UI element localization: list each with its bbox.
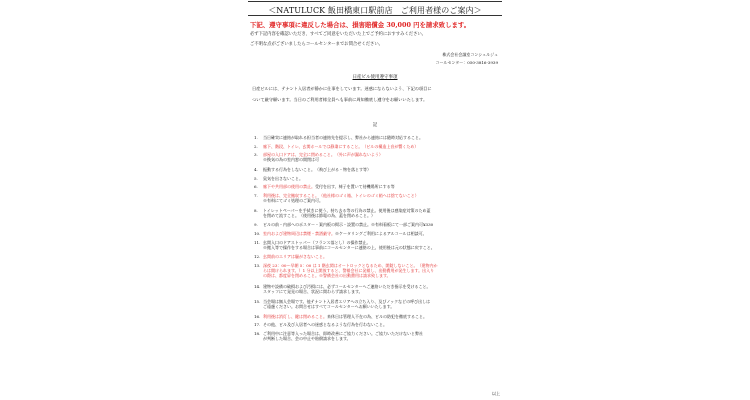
lead-line-2: ついて厳守願います。当日のご利用者様全員へも事前に周知徹底し遵守をお願いいたします。 [252, 97, 428, 102]
rules-heading: 日産ビル使用遵守事項 [352, 75, 398, 80]
rule-text: 玄関前のエリアは騒がさないこと。 [263, 254, 327, 260]
rule-item-13 [254, 263, 437, 278]
rule-text: 廊下、階段、トイレ、玄関ホールでは静粛にすること。（ビルの構造上音が響くため） [263, 143, 419, 149]
rule-item-8 [254, 208, 431, 218]
rule-number: 17. [254, 322, 261, 328]
rule-number: 7. [254, 192, 258, 198]
rule-item-7 [254, 193, 419, 203]
rule-item-3 [254, 152, 383, 162]
rule-continuation: ※搬入等で操作をする場合は事前にコールセンターに連絡の上、使用後は元の状態に戻すこと。 [263, 244, 435, 250]
rule-number: 10. [254, 231, 261, 236]
lead-line-1: 日産ビルには、テナント入居者が静かに仕事をしています。迷惑にならないよう、下記の項目に [252, 86, 432, 91]
rule-number: 9. [254, 222, 258, 228]
rule-text: 玄関入口のドアストッパー（フランス落とし）の操作禁止。 [263, 239, 371, 245]
rule-item-17 [254, 322, 387, 327]
rule-item-10 [254, 231, 427, 236]
rule-text: ご利用中に注意等入った場合は、即時改善にご協力ください。ご協力いただけないと弊社 [263, 330, 423, 336]
rule-continuation: ※有料にてゴミ処理のご案内可。 [263, 197, 323, 203]
rule-text: 当会場は無人会場です。他テナント入居者エリアへの立ち入り、及びノックなどの呼び出しは [263, 298, 431, 304]
rule-text: その他、ビル及び入居者への迷惑となるような行為を行わないこと。 [263, 322, 387, 328]
rule-text: 建物や設備の破損および汚損には、必ずコールセンターへご連絡いただき指示を受けること。 [263, 284, 431, 289]
rule-continuation: を閉めて流すこと。（使用後は節電の為、蓋を閉めること。） [263, 212, 375, 218]
rule-item-4 [254, 167, 371, 172]
rule-number: 18. [254, 330, 261, 336]
page-title: ＜NATULUCK 飯田橋東口駅前店 ご利用者様のご案内＞ [268, 6, 482, 15]
rule-text: 室内および建物周辺は禁煙・禁酒厳守。※ケータリングご利用によるアルコールは相談可。 [263, 231, 427, 236]
intro-line-2: ご不明な点がございましたらコールセンターまでお問合せください。 [250, 42, 383, 47]
rule-text: 利用後は、完全撤収すること。（他社様のゴミ箱、トイレのゴミ箱へは捨てないこと） [263, 192, 419, 198]
rule-item-16 [254, 314, 427, 319]
rule-number: 6. [254, 184, 258, 190]
rule-number: 5. [254, 175, 258, 181]
rule-number: 14. [254, 284, 261, 289]
rule-text: 深夜 23：00～早朝 5：00 は 1 階玄関はオートロックとなるため、開錠しないこと。（建物内か [263, 263, 438, 268]
company-contact: コールセンター：050-3816-3939 [435, 60, 498, 65]
rule-item-14 [254, 284, 431, 294]
rule-item-5 [254, 176, 303, 181]
rule-number: 8. [254, 207, 258, 213]
rule-text: 振動する行為をしないこと。（飛び上がる・物を落とす等） [263, 167, 371, 172]
rule-continuation: が判断した場合、会の中止や賠償請求をします。 [263, 335, 351, 341]
rule-text: 利用後は消灯し、鍵は閉めること。来休日は管理人不在の為、ビルの防犯を徹底すること。 [263, 313, 427, 319]
rule-item-12 [254, 254, 327, 259]
title-rule-bottom [248, 15, 502, 16]
rule-item-1 [254, 135, 423, 140]
intro-line-1: 必ず下記内容を確認いただき、すべてご同意をいただいた上でご予約におすすみください。 [250, 32, 426, 37]
rule-number: 3. [254, 152, 258, 158]
rule-number: 16. [254, 313, 261, 319]
rule-item-11 [254, 240, 435, 250]
rule-number: 2. [254, 143, 258, 149]
rule-item-15 [254, 299, 430, 309]
rule-continuation: らは開けられます。）1 分以上開放すると、警報会社に発報し、出動費用が発生します。出入り [263, 268, 435, 273]
rule-number: 11. [254, 239, 261, 245]
rule-text: 当日確実に連絡が取れる担当者の連絡先を提示し、弊社から連絡には随時対応すること。 [263, 135, 423, 140]
rule-continuation: ※換気の為の室内窓の開閉は可 [263, 157, 319, 163]
ki-heading: 記 [372, 123, 378, 128]
rule-item-9 [254, 222, 433, 227]
end-mark: 以上 [492, 391, 500, 396]
rule-text: トイレットペーパーを手拭きに使う、持ち去る等の行為の禁止。使用後は感染症対策のため蓋 [263, 207, 431, 213]
rule-item-18 [254, 331, 423, 341]
rule-text: 廊下や共用部の使用の禁止。受付を出す、椅子を置いて待機場所にする等 [263, 184, 395, 190]
rule-item-2 [254, 144, 418, 149]
rule-continuation: スタッフにて発見の場合、状況に関わらず請求します。 [263, 289, 363, 294]
rule-number: 13. [254, 263, 261, 268]
rule-item-6 [254, 184, 395, 189]
rule-number: 4. [254, 167, 258, 172]
rule-text: 部屋の入口ドアは、完全に閉めること。（外に声が漏れないよう） [263, 152, 383, 158]
penalty-warning: 下記、遵守事項に違反した場合は、損害賠償金 30,000 円を請求致します。 [250, 21, 471, 29]
rule-number: 15. [254, 298, 261, 304]
company-name: 株式会社会議室コンシェルジュ [442, 52, 498, 57]
rule-number: 12. [254, 254, 261, 260]
rule-continuation: ご遠慮ください。お問合せはすべてコールセンターへお願いいたします。 [263, 303, 395, 309]
rule-continuation: の際は、都度扉を閉めること。※警備会社の出動費用は請求致します。 [263, 273, 391, 278]
rule-text: 臭気を出さないこと。 [263, 175, 303, 181]
rule-text: ビルの前・内部へのポスター・案内板の掲示・設置の禁止。※有料看板にて一部ご案内可¥330 [263, 222, 434, 228]
rule-number: 1. [254, 135, 258, 140]
title-rule-top [248, 1, 502, 2]
